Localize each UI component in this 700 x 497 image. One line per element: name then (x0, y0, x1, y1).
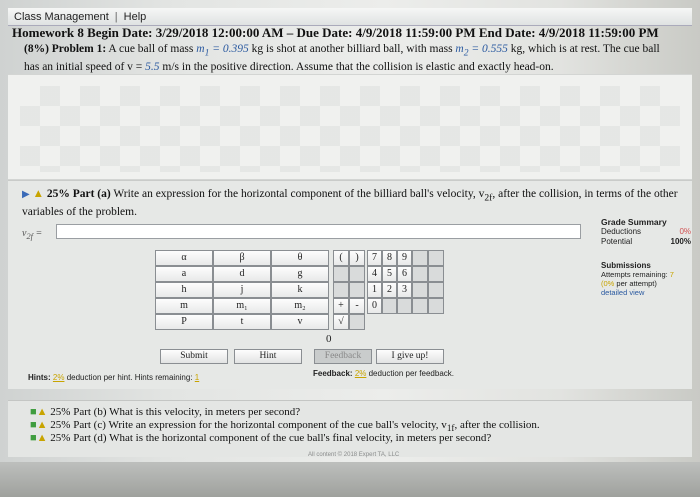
attempts-value: 7 (669, 270, 674, 279)
part-a-header (22, 187, 692, 219)
part-c-text-2: , after the collision. (454, 419, 540, 431)
part-d-row[interactable] (30, 432, 491, 445)
problem-text-2: kg is shot at another billiard ball, with mass (248, 43, 456, 55)
feedback-pct: 2% (354, 369, 367, 378)
problem-text-4: m/s in the positive direction. Assume that the collision is elastic and exactly head-on. (159, 61, 554, 74)
part-b-warning-icon: ▲ (36, 406, 48, 418)
keypad-var-key[interactable]: h (155, 282, 213, 298)
menu-separator: | (114, 10, 118, 23)
m2-subscript: 2 (463, 47, 469, 59)
keypad-digit-key[interactable]: 6 (397, 266, 412, 282)
answer-variable-label (22, 228, 42, 241)
attempts-row (601, 270, 693, 279)
part-a-percent: 25% Part (a) (46, 188, 111, 200)
submissions-title: Submissions (601, 261, 651, 270)
m1-subscript: 1 (204, 47, 210, 59)
answer-label-sub: 2f (26, 232, 33, 241)
part-d-warning-icon: ▲ (36, 432, 48, 444)
bottom-shade (0, 462, 700, 497)
keypad-symbol-key[interactable]: √ (333, 314, 349, 330)
keypad-var-key[interactable]: a (155, 266, 213, 282)
homework-title: Homework 8 Begin Date: 3/29/2018 12:00:00 AM – Due Date: 4/9/2018 11:59:00 PM End Date: 4/9/2018 11:59:00 PM (12, 25, 659, 40)
problem-text-3: kg, which is at rest. The cue ball has an initial speed of v = (24, 43, 660, 74)
detailed-view-link[interactable]: detailed view (601, 288, 645, 297)
m1-value: = 0.395 (209, 43, 249, 55)
keypad-symbol-key[interactable]: - (349, 298, 365, 314)
keypad-symbol-key[interactable]: ( (333, 250, 349, 266)
feedback-button[interactable]: Feedback (314, 349, 372, 364)
keypad-var-key[interactable]: m (155, 298, 213, 314)
part-b-row[interactable] (30, 406, 300, 419)
part-b-status-icon: ■ (30, 406, 37, 418)
deductions-value: 0% (679, 227, 691, 236)
keypad-side-key[interactable] (428, 266, 444, 282)
part-a-text-2: , after the collision, in terms of the other variables of the problem. (22, 188, 678, 219)
hint-button[interactable]: Hint (234, 349, 302, 364)
answer-field[interactable] (56, 224, 581, 239)
feedback-label: Feedback: (313, 369, 353, 378)
keypad-var-key[interactable]: t (213, 314, 271, 330)
keypad-digit-key[interactable]: 7 (367, 250, 382, 266)
keypad-side-key[interactable] (428, 250, 444, 266)
keypad-symbol-key[interactable]: ) (349, 250, 365, 266)
m2-variable (455, 43, 508, 59)
keypad-symbol-key[interactable] (333, 266, 349, 282)
keypad-digit-key[interactable]: 5 (382, 266, 397, 282)
zero-symbol: 0 (326, 333, 332, 345)
keypad-digit-key[interactable]: 9 (397, 250, 412, 266)
keypad-var-key[interactable]: k (271, 282, 329, 298)
keypad-symbol-key[interactable] (349, 314, 365, 330)
per-attempt-row (601, 279, 693, 288)
keypad-side-key[interactable] (412, 266, 428, 282)
keypad-symbol-key[interactable] (349, 266, 365, 282)
m2-symbol: m (455, 43, 464, 55)
keypad-digit-key[interactable]: 1 (367, 282, 382, 298)
part-a-sub: 2f (484, 192, 493, 204)
hints-text: deduction per hint. Hints remaining: (64, 373, 193, 382)
keypad-symbol-key[interactable]: + (333, 298, 349, 314)
menu-bar (8, 8, 692, 26)
keypad-var-key[interactable]: α (155, 250, 213, 266)
keypad-digit-key[interactable]: 2 (382, 282, 397, 298)
figure-background-pattern (20, 86, 680, 172)
m1-variable (196, 43, 249, 59)
part-c-text: Write an expression for the horizontal component of the cue ball's velocity, v (105, 419, 447, 431)
part-d-status-icon: ■ (30, 432, 37, 444)
problem-text-1: A cue ball of mass (106, 43, 197, 55)
problem-statement (24, 42, 664, 74)
keypad-side-key[interactable] (428, 282, 444, 298)
answer-label-eq: = (32, 228, 43, 239)
submissions-panel (601, 261, 693, 297)
per-attempt-text: per attempt) (614, 279, 657, 288)
keypad-var-key[interactable]: P (155, 314, 213, 330)
keypad-symbol-key[interactable] (349, 282, 365, 298)
grade-summary-title: Grade Summary (601, 217, 667, 227)
keypad-side-key[interactable] (412, 298, 428, 314)
part-c-warning-icon: ▲ (36, 419, 48, 431)
problem-label: (8%) Problem 1: (24, 43, 107, 55)
submit-button[interactable]: Submit (160, 349, 228, 364)
keypad-var-key[interactable]: β (213, 250, 271, 266)
keypad-digit-key[interactable]: 8 (382, 250, 397, 266)
potential-label: Potential (601, 237, 633, 246)
part-d-percent: 25% Part (d) (50, 432, 107, 444)
part-c-status-icon: ■ (30, 419, 37, 431)
keypad-digit-key[interactable]: 3 (397, 282, 412, 298)
hints-remaining: 1 (194, 373, 200, 382)
menu-class-management[interactable]: Class Management (14, 10, 109, 23)
keypad-digit-key[interactable]: 0 (367, 298, 382, 314)
deductions-label: Deductions (601, 227, 642, 236)
other-parts-panel (8, 400, 692, 457)
grade-summary (601, 217, 691, 247)
keypad-side-key[interactable] (428, 298, 444, 314)
keypad-var-key[interactable]: m₂ (271, 298, 329, 314)
keypad-var-key[interactable]: g (271, 266, 329, 282)
feedback-text: deduction per feedback. (366, 369, 454, 378)
give-up-button[interactable]: I give up! (376, 349, 444, 364)
m1-symbol: m (196, 43, 205, 55)
keypad-var-key[interactable]: j (213, 282, 271, 298)
potential-row (601, 237, 691, 247)
keypad-side-key[interactable] (412, 282, 428, 298)
keypad-var-key[interactable]: v (271, 314, 329, 330)
v-value: 5.5 (145, 61, 160, 74)
part-c-percent: 25% Part (c) (50, 419, 106, 431)
menu-help[interactable]: Help (123, 10, 147, 23)
hints-line (28, 373, 199, 382)
hints-pct: 2% (52, 373, 65, 382)
feedback-line (313, 369, 454, 378)
keypad-side-key[interactable] (412, 250, 428, 266)
hints-label: Hints: (28, 373, 51, 382)
per-attempt-pct: (0% (601, 279, 615, 288)
keypad-digit-key[interactable] (382, 298, 397, 314)
keypad-digit-key[interactable] (397, 298, 412, 314)
answer-label-symbol: v (22, 228, 27, 239)
keypad-symbol-key[interactable] (333, 282, 349, 298)
part-a-text: Write an expression for the horizontal component of the billiard ball's velocity, v (110, 188, 485, 200)
part-d-text: What is the horizontal component of the cue ball's final velocity, in meters per second? (106, 432, 492, 444)
warning-icon: ▲ (32, 188, 44, 200)
part-b-text: What is this velocity, in meters per second? (106, 406, 301, 418)
m2-value: = 0.555 (468, 43, 508, 55)
expand-triangle-icon[interactable]: ▶ (22, 189, 30, 200)
deductions-row (601, 227, 691, 237)
part-c-sub: 1f (446, 423, 455, 434)
keypad-var-key[interactable]: m₁ (213, 298, 271, 314)
answer-input[interactable] (57, 229, 580, 242)
keypad-var-key[interactable]: θ (271, 250, 329, 266)
part-b-percent: 25% Part (b) (50, 406, 107, 418)
potential-value: 100% (670, 237, 691, 246)
keypad-digit-key[interactable]: 4 (367, 266, 382, 282)
keypad-var-key[interactable]: d (213, 266, 271, 282)
attempts-label: Attempts remaining: (601, 270, 668, 279)
copyright-text: All content © 2018 Expert TA, LLC (308, 452, 400, 458)
